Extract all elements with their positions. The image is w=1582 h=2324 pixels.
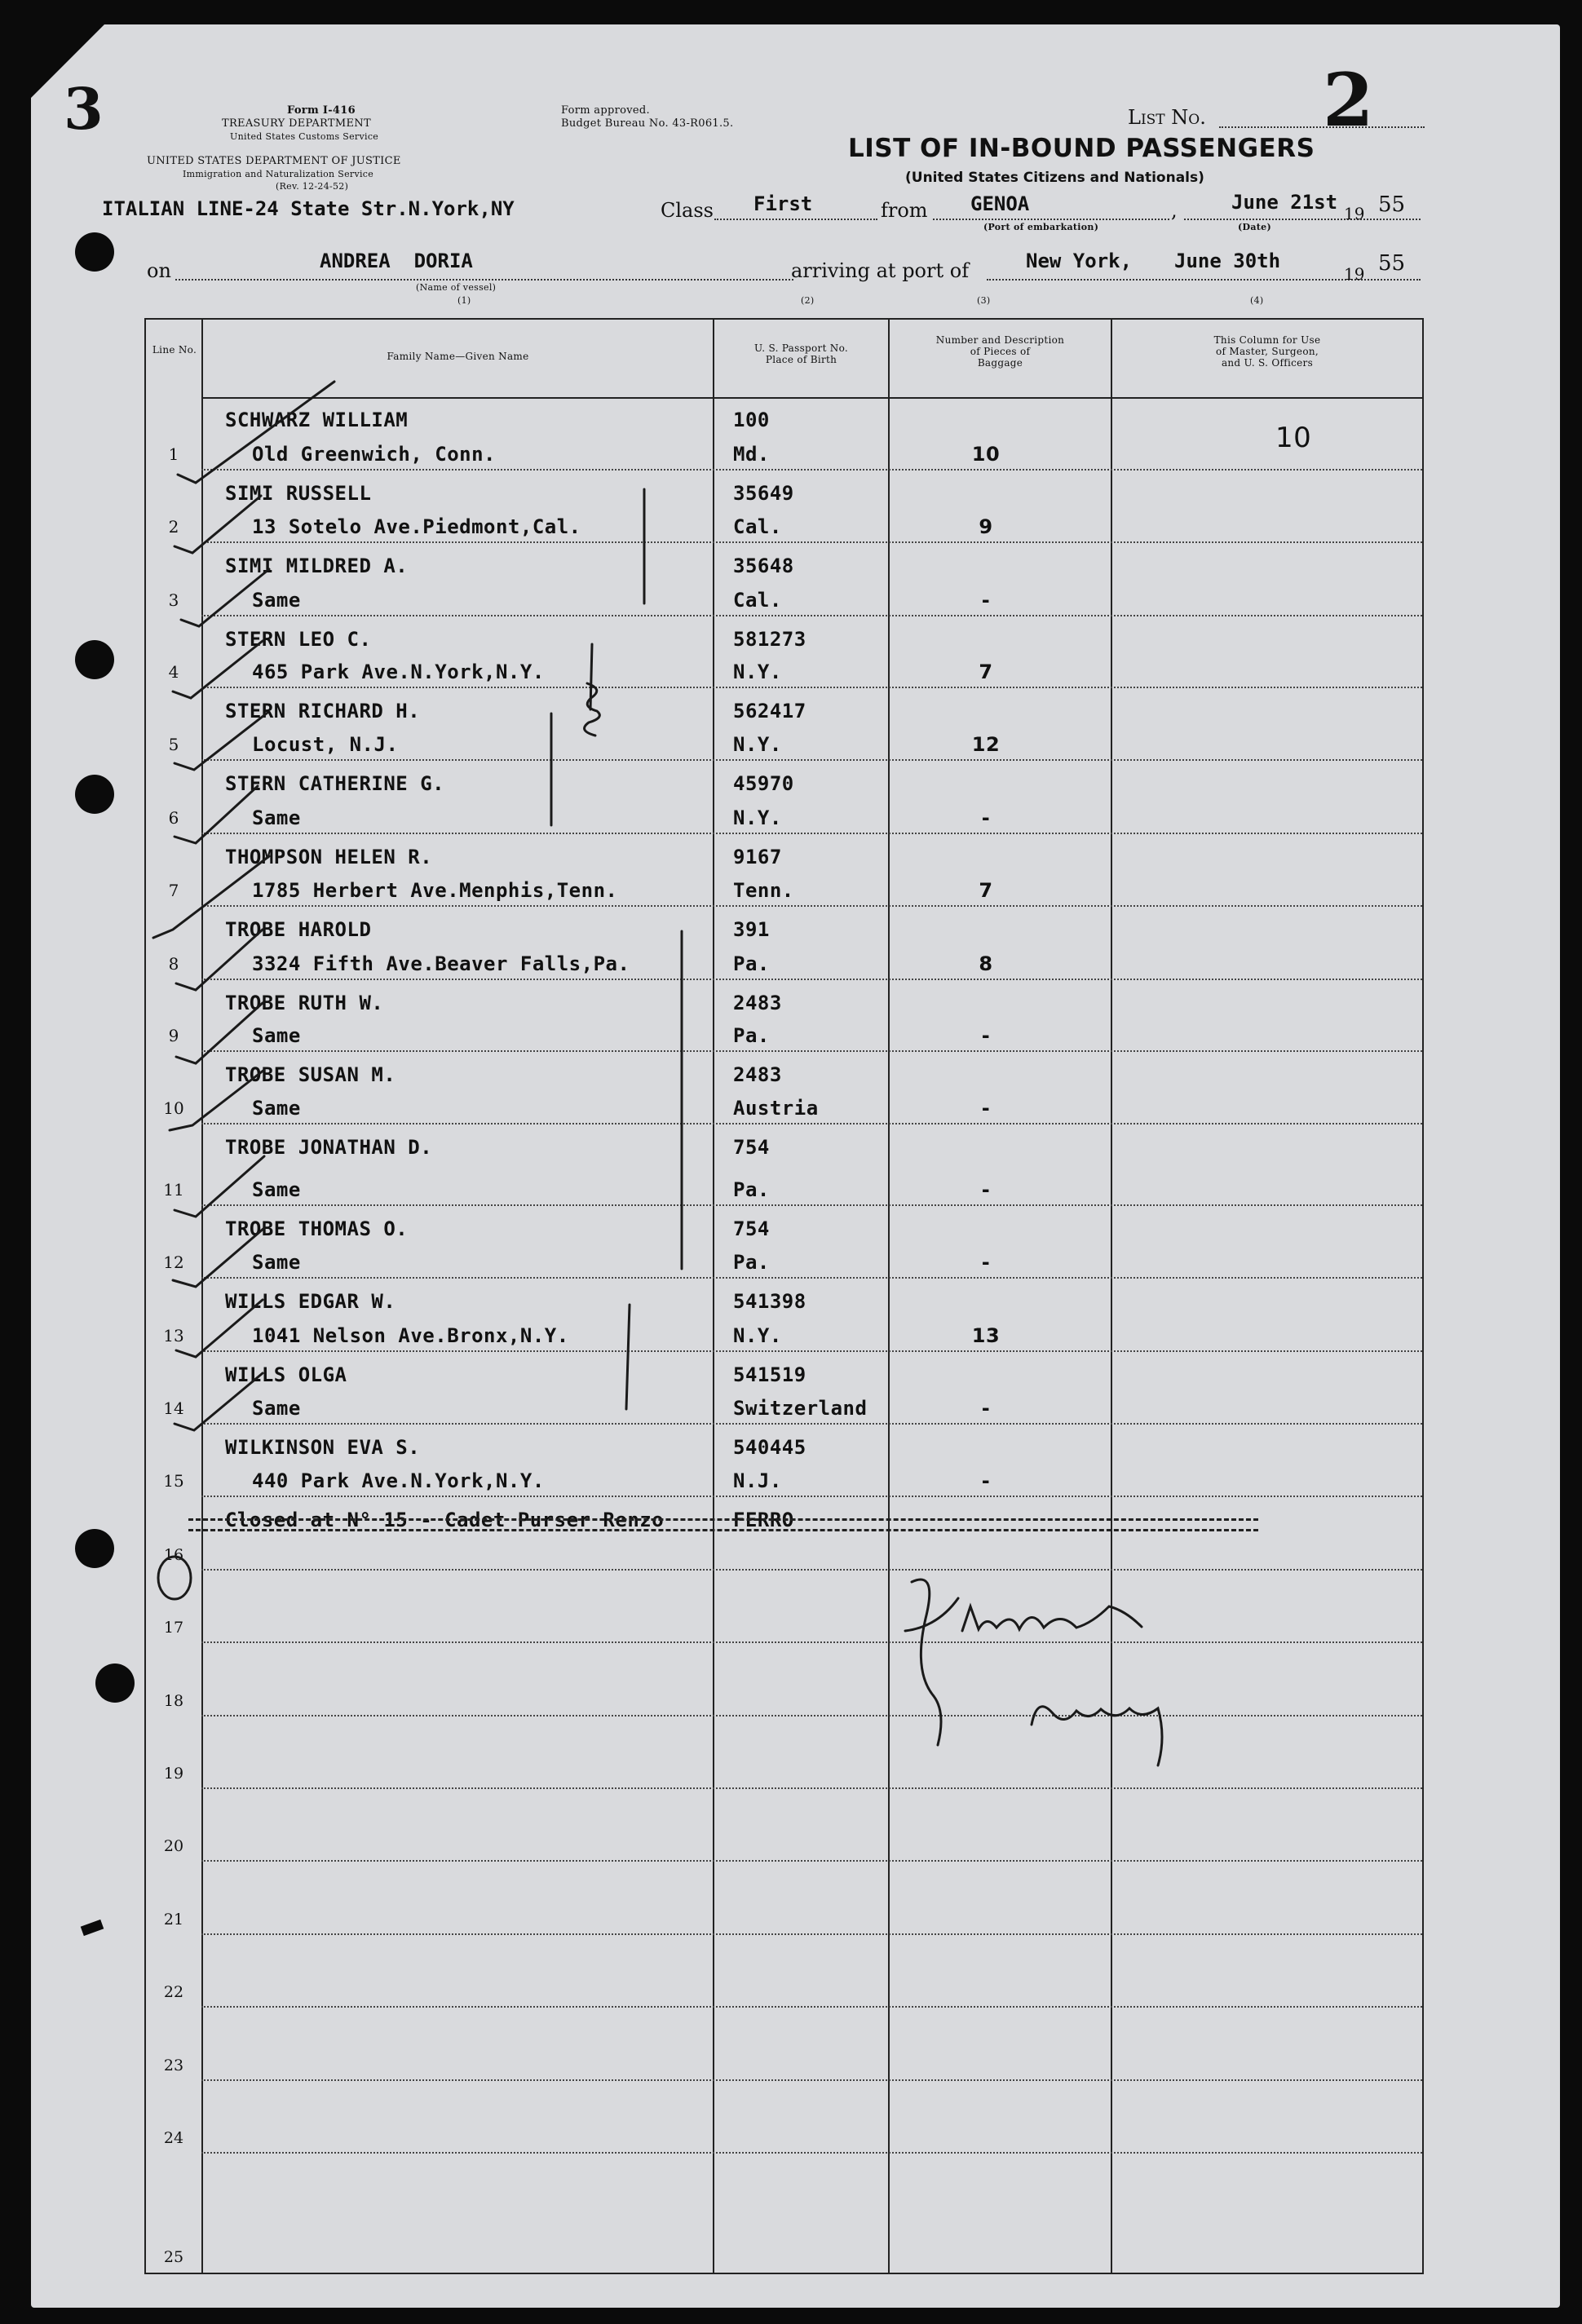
place-of-birth: Switzerland <box>733 1397 868 1420</box>
baggage-header-2: of Pieces of <box>970 346 1031 357</box>
treasury-department: TREASURY DEPARTMENT <box>222 117 371 130</box>
passport-number: 581273 <box>733 628 806 651</box>
place-of-birth: N.Y. <box>733 661 782 683</box>
place-of-birth: Cal. <box>733 589 782 612</box>
baggage-count: - <box>981 1024 991 1047</box>
passenger-address: Same <box>252 1251 301 1274</box>
place-of-birth: Pa. <box>733 1024 770 1047</box>
baggage-count: - <box>981 1097 991 1120</box>
table-row <box>146 1716 1422 1789</box>
baggage-count: 10 <box>971 443 1001 466</box>
column-header-line-no <box>148 344 201 356</box>
agent-line: ITALIAN LINE-24 State Str.N.York,NY <box>102 197 515 220</box>
place-of-birth: Tenn. <box>733 879 794 902</box>
passport-number: 45970 <box>733 772 794 795</box>
baggage-count: - <box>981 1251 991 1274</box>
arrival-year: 55 <box>1378 251 1406 276</box>
vessel-column-no: (1) <box>457 295 471 306</box>
passenger-address: Same <box>252 806 301 829</box>
passenger-address: 3324 Fifth Ave.Beaver Falls,Pa. <box>252 952 630 975</box>
line-number: 5 <box>168 735 179 754</box>
vessel-underline <box>175 279 793 281</box>
line-number: 7 <box>168 881 179 900</box>
table-row <box>146 1643 1422 1716</box>
line-number: 6 <box>168 808 179 828</box>
ins-name: Immigration and Naturalization Service <box>183 169 374 179</box>
vessel-caption: (Name of vessel) <box>416 282 497 293</box>
from-label: from <box>881 199 928 222</box>
form-subtitle: (United States Citizens and Nationals) <box>905 170 1204 186</box>
place-of-birth: N.Y. <box>733 733 782 756</box>
table-row <box>146 761 1422 834</box>
justice-department: UNITED STATES DEPARTMENT OF JUSTICE <box>147 155 401 167</box>
from-caption: (Port of embarkation) <box>983 222 1099 232</box>
place-of-birth: N.J. <box>733 1469 782 1492</box>
list-no-underline <box>1219 126 1425 128</box>
corner-mark: 3 <box>64 75 104 143</box>
passenger-name: STERN RICHARD H. <box>225 700 421 722</box>
table-row <box>146 834 1422 907</box>
line-number: 2 <box>168 517 179 537</box>
baggage-count: 8 <box>979 952 993 975</box>
table-row <box>146 471 1422 543</box>
list-no-label: List No. <box>1128 106 1206 129</box>
on-label: on <box>147 259 171 282</box>
class-value: First <box>753 192 813 215</box>
line-number: 21 <box>163 1911 184 1929</box>
passenger-name: TROBE RUTH W. <box>225 992 384 1014</box>
place-of-birth: N.Y. <box>733 1324 782 1347</box>
table-row <box>146 1279 1422 1352</box>
arrival-year-prefix: 19 <box>1344 264 1365 284</box>
passport-number: 540445 <box>733 1436 806 1459</box>
date-value: June 21st <box>1231 191 1338 214</box>
line-number: 25 <box>163 2248 184 2266</box>
line-number: 10 <box>163 1098 184 1118</box>
passenger-address: Same <box>252 589 301 612</box>
passport-number: 391 <box>733 918 770 941</box>
punch-hole <box>75 232 114 272</box>
table-row <box>146 1497 1422 1571</box>
customs-service: United States Customs Service <box>230 131 379 142</box>
form-title: LIST OF IN-BOUND PASSENGERS <box>848 134 1315 163</box>
passport-number: 35648 <box>733 554 794 577</box>
baggage-header-3: Baggage <box>977 357 1023 369</box>
table-row <box>146 616 1422 688</box>
table-row <box>146 2154 1422 2273</box>
passenger-address: Same <box>252 1178 301 1201</box>
form-number: Form I-416 <box>287 104 356 117</box>
line-number: 19 <box>163 1765 184 1783</box>
passport-number: 562417 <box>733 700 806 722</box>
place-of-birth: Cal. <box>733 515 782 538</box>
passenger-name: Closed at N° 15 - Cadet Purser Renzo <box>225 1509 665 1531</box>
line-number: 14 <box>163 1398 184 1418</box>
passenger-address: 1041 Nelson Ave.Bronx,N.Y. <box>252 1324 569 1347</box>
table-row <box>146 1352 1422 1425</box>
place-of-birth: N.Y. <box>733 806 782 829</box>
passport-number: 9167 <box>733 846 782 868</box>
passenger-name: THOMPSON HELEN R. <box>225 846 433 868</box>
table-row <box>146 688 1422 761</box>
date-comma: , <box>1171 199 1178 222</box>
date-underline <box>1184 219 1421 220</box>
line-number: 13 <box>163 1326 184 1345</box>
line-number: 16 <box>163 1546 184 1564</box>
line-number: 3 <box>168 590 179 610</box>
passport-number: 100 <box>733 409 770 431</box>
place-of-birth: Md. <box>733 443 770 466</box>
line-number: 20 <box>163 1837 184 1855</box>
column-number-4: (4) <box>1250 295 1264 306</box>
passenger-address: 1785 Herbert Ave.Menphis,Tenn. <box>252 879 618 902</box>
arrival-date: June 30th <box>1174 250 1281 272</box>
passenger-name: TROBE SUSAN M. <box>225 1063 396 1086</box>
baggage-count: - <box>981 1397 991 1420</box>
officers-header-3: and U. S. Officers <box>1221 357 1314 369</box>
baggage-header-1: Number and Description <box>935 334 1065 346</box>
passenger-address: Same <box>252 1397 301 1420</box>
passenger-name: WILKINSON EVA S. <box>225 1436 421 1459</box>
place-of-birth: Pa. <box>733 1251 770 1274</box>
table-row <box>146 397 1422 471</box>
date-year-prefix: 19 <box>1344 204 1365 223</box>
date-year: 55 <box>1378 192 1406 217</box>
table-row <box>146 907 1422 980</box>
table-row <box>146 1052 1422 1124</box>
table-row <box>146 2081 1422 2154</box>
line-number: 24 <box>163 2129 184 2147</box>
line-number: 17 <box>163 1619 184 1637</box>
table-row <box>146 1425 1422 1497</box>
baggage-count: 13 <box>971 1324 1001 1347</box>
column-header-passport <box>714 342 888 365</box>
passport-number: 2483 <box>733 992 782 1014</box>
passenger-name: TROBE JONATHAN D. <box>225 1136 433 1159</box>
table-row <box>146 1124 1422 1206</box>
table-row <box>146 1935 1422 2008</box>
line-number: 15 <box>163 1471 184 1491</box>
baggage-count: 7 <box>979 661 993 683</box>
place-of-birth: Austria <box>733 1097 819 1120</box>
baggage-count: - <box>981 1469 991 1492</box>
baggage-count: - <box>981 589 991 612</box>
line-number: 4 <box>168 662 179 682</box>
arriving-label: arriving at port of <box>791 259 970 282</box>
officers-header-1: This Column for Use <box>1213 334 1321 346</box>
column-number-3: (3) <box>977 295 991 306</box>
passport-number: FERRO <box>733 1509 794 1531</box>
passenger-address: 13 Sotelo Ave.Piedmont,Cal. <box>252 515 581 538</box>
table-row <box>146 543 1422 616</box>
closing-double-dash <box>188 1518 1258 1531</box>
list-number: 2 <box>1323 57 1374 144</box>
passenger-name: SCHWARZ WILLIAM <box>225 409 409 431</box>
passenger-name: WILLS OLGA <box>225 1363 347 1386</box>
line-number: 18 <box>163 1692 184 1710</box>
table-row <box>146 1206 1422 1279</box>
passenger-address: 440 Park Ave.N.York,N.Y. <box>252 1469 545 1492</box>
arrival-port: New York, <box>1026 250 1133 272</box>
from-underline <box>933 219 1169 220</box>
punch-hole <box>95 1663 135 1703</box>
form-approved: Form approved. <box>561 104 650 117</box>
passport-number: 754 <box>733 1136 770 1159</box>
place-of-birth: Pa. <box>733 952 770 975</box>
passenger-name: SIMI RUSSELL <box>225 482 372 505</box>
passport-header-1: U. S. Passport No. <box>753 342 849 354</box>
baggage-count: - <box>981 1178 991 1201</box>
officer-note: 10 <box>1275 422 1312 454</box>
punch-hole <box>75 640 114 679</box>
baggage-count: 7 <box>979 879 993 902</box>
punch-hole <box>75 1529 114 1568</box>
punch-hole <box>75 775 114 814</box>
line-number: 23 <box>163 2057 184 2074</box>
passport-number: 541398 <box>733 1290 806 1313</box>
column-header-name <box>203 351 713 362</box>
table-row <box>146 1571 1422 1643</box>
passport-header-2: Place of Birth <box>765 354 837 365</box>
passenger-address: Same <box>252 1024 301 1047</box>
passenger-address: 465 Park Ave.N.York,N.Y. <box>252 661 545 683</box>
passenger-name: WILLS EDGAR W. <box>225 1290 396 1313</box>
baggage-count: - <box>981 806 991 829</box>
line-number: 8 <box>168 954 179 974</box>
line-number: 12 <box>163 1253 184 1272</box>
officers-header-2: of Master, Surgeon, <box>1216 346 1319 357</box>
place-of-birth: Pa. <box>733 1178 770 1201</box>
passenger-name: SIMI MILDRED A. <box>225 554 409 577</box>
line-number: 11 <box>163 1180 184 1200</box>
baggage-count: 12 <box>971 733 1001 756</box>
passport-number: 2483 <box>733 1063 782 1086</box>
line-no-header: Line No. <box>152 344 197 356</box>
from-value: GENOA <box>970 192 1030 215</box>
date-caption: (Date) <box>1238 222 1271 232</box>
passport-number: 35649 <box>733 482 794 505</box>
table-row <box>146 980 1422 1052</box>
table-row <box>146 1862 1422 1935</box>
line-number: 1 <box>168 444 179 464</box>
column-header-officers <box>1112 334 1422 369</box>
name-header: Family Name—Given Name <box>387 351 529 362</box>
passenger-name: TROBE HAROLD <box>225 918 372 941</box>
passenger-address: Old Greenwich, Conn. <box>252 443 496 466</box>
passenger-name: TROBE THOMAS O. <box>225 1217 409 1240</box>
class-label: Class <box>661 199 714 222</box>
vessel-value: ANDREA DORIA <box>320 250 473 272</box>
passenger-address: Same <box>252 1097 301 1120</box>
table-row <box>146 2008 1422 2081</box>
class-underline <box>714 219 877 220</box>
line-number: 9 <box>168 1026 179 1045</box>
line-number: 22 <box>163 1983 184 2001</box>
column-number-2: (2) <box>801 295 815 306</box>
baggage-count: 9 <box>979 515 993 538</box>
passenger-address: Locust, N.J. <box>252 733 399 756</box>
passenger-name: STERN LEO C. <box>225 628 372 651</box>
column-header-baggage <box>890 334 1111 369</box>
passenger-table <box>144 318 1424 2274</box>
passport-number: 754 <box>733 1217 770 1240</box>
budget-bureau: Budget Bureau No. 43-R061.5. <box>561 117 734 130</box>
revision: (Rev. 12-24-52) <box>276 181 349 192</box>
passport-number: 541519 <box>733 1363 806 1386</box>
passenger-name: STERN CATHERINE G. <box>225 772 445 795</box>
edge-mark <box>1572 1305 1579 1310</box>
table-row <box>146 1789 1422 1862</box>
